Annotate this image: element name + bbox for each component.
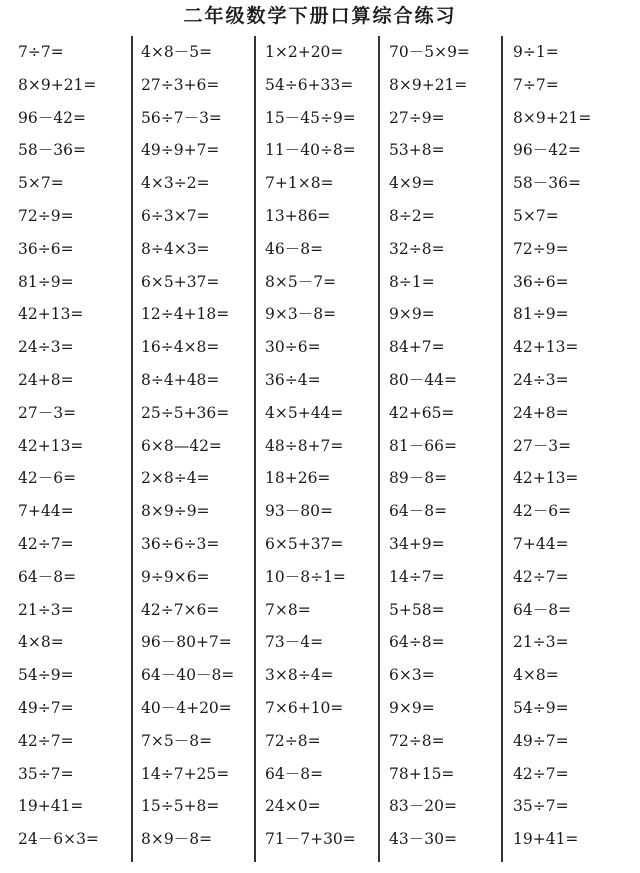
arithmetic-problem: 27÷3+6= <box>141 75 220 94</box>
problem-column-3 <box>265 36 389 862</box>
arithmetic-problem: 19+41= <box>18 797 84 816</box>
problem-grid <box>0 36 640 862</box>
arithmetic-problem: 64－8= <box>265 764 324 783</box>
arithmetic-problem: 42+13= <box>513 338 579 357</box>
arithmetic-problem: 8÷1= <box>389 272 435 291</box>
arithmetic-problem: 54÷9= <box>18 666 74 685</box>
arithmetic-problem: 25÷5+36= <box>141 403 230 422</box>
arithmetic-problem: 8÷4×3= <box>141 239 210 258</box>
arithmetic-problem: 7×6+10= <box>265 698 344 717</box>
arithmetic-problem: 11－40÷8= <box>265 141 356 160</box>
arithmetic-problem: 14÷7= <box>389 567 445 586</box>
arithmetic-problem: 64÷8= <box>389 633 445 652</box>
arithmetic-problem: 6×8—42= <box>141 436 222 455</box>
arithmetic-problem: 96－80+7= <box>141 633 232 652</box>
arithmetic-problem: 93－80= <box>265 502 333 521</box>
arithmetic-problem: 24×0= <box>265 797 321 816</box>
arithmetic-problem: 7+1×8= <box>265 174 334 193</box>
arithmetic-problem: 5×7= <box>513 206 559 225</box>
arithmetic-problem: 6×3= <box>389 666 435 685</box>
arithmetic-problem: 96－42= <box>18 108 86 127</box>
arithmetic-problem: 4×5+44= <box>265 403 344 422</box>
arithmetic-problem: 46－8= <box>265 239 324 258</box>
arithmetic-problem: 72÷8= <box>389 731 445 750</box>
arithmetic-problem: 42+65= <box>389 403 455 422</box>
arithmetic-problem: 54÷9= <box>513 698 569 717</box>
arithmetic-problem: 7+44= <box>18 502 74 521</box>
arithmetic-problem: 9÷1= <box>513 43 559 61</box>
arithmetic-problem: 8×9+21= <box>389 75 468 94</box>
arithmetic-problem: 78+15= <box>389 764 455 783</box>
arithmetic-problem: 8×5－7= <box>265 272 337 291</box>
arithmetic-problem: 49÷7= <box>513 731 569 750</box>
arithmetic-problem: 8×9+21= <box>18 75 97 94</box>
arithmetic-problem: 3×8÷4= <box>265 666 334 685</box>
arithmetic-problem: 42÷7= <box>18 534 74 553</box>
arithmetic-problem: 6×5+37= <box>265 534 344 553</box>
arithmetic-problem: 15－45÷9= <box>265 108 356 127</box>
arithmetic-problem: 4×8－5= <box>141 43 213 61</box>
arithmetic-problem: 64－40－8= <box>141 666 235 685</box>
arithmetic-problem: 30÷6= <box>265 338 321 357</box>
arithmetic-problem: 42÷7×6= <box>141 600 220 619</box>
arithmetic-problem: 42－6= <box>18 469 77 488</box>
arithmetic-problem: 24+8= <box>513 403 569 422</box>
arithmetic-problem: 70－5×9= <box>389 43 470 61</box>
arithmetic-problem: 72÷8= <box>265 731 321 750</box>
arithmetic-problem: 5+58= <box>389 600 445 619</box>
arithmetic-problem: 18+26= <box>265 469 331 488</box>
arithmetic-problem: 9×9= <box>389 305 435 324</box>
arithmetic-problem: 36÷6= <box>18 239 74 258</box>
arithmetic-problem: 14÷7+25= <box>141 764 230 783</box>
arithmetic-problem: 81÷9= <box>18 272 74 291</box>
arithmetic-problem: 9×9= <box>389 698 435 717</box>
arithmetic-problem: 24+8= <box>18 370 74 389</box>
arithmetic-problem: 58－36= <box>513 174 581 193</box>
arithmetic-problem: 5×7= <box>18 174 64 193</box>
arithmetic-problem: 10－8÷1= <box>265 567 346 586</box>
arithmetic-problem: 16÷4×8= <box>141 338 220 357</box>
arithmetic-problem: 80－44= <box>389 370 457 389</box>
arithmetic-problem: 27－3= <box>513 436 572 455</box>
arithmetic-problem: 72÷9= <box>513 239 569 258</box>
arithmetic-problem: 35÷7= <box>18 764 74 783</box>
arithmetic-problem: 35÷7= <box>513 797 569 816</box>
arithmetic-problem: 40－4+20= <box>141 698 232 717</box>
problem-column-4 <box>389 36 513 862</box>
arithmetic-problem: 4×3÷2= <box>141 174 210 193</box>
arithmetic-problem: 58－36= <box>18 141 86 160</box>
arithmetic-problem: 48÷8+7= <box>265 436 344 455</box>
arithmetic-problem: 89－8= <box>389 469 448 488</box>
arithmetic-problem: 42－6= <box>513 502 572 521</box>
worksheet-title: 二年级数学下册口算综合练习 <box>183 5 457 27</box>
arithmetic-problem: 42+13= <box>18 305 84 324</box>
arithmetic-problem: 8×9－8= <box>141 830 213 849</box>
arithmetic-problem: 8×9+21= <box>513 108 592 127</box>
arithmetic-problem: 7×8= <box>265 600 311 619</box>
arithmetic-problem: 49÷9+7= <box>141 141 220 160</box>
arithmetic-problem: 56÷7－3= <box>141 108 222 127</box>
arithmetic-problem: 4×9= <box>389 174 435 193</box>
arithmetic-problem: 72÷9= <box>18 206 74 225</box>
arithmetic-problem: 36÷4= <box>265 370 321 389</box>
arithmetic-problem: 27－3= <box>18 403 77 422</box>
arithmetic-problem: 27÷9= <box>389 108 445 127</box>
arithmetic-problem: 7÷7= <box>513 75 559 94</box>
arithmetic-problem: 24÷3= <box>513 370 569 389</box>
arithmetic-problem: 15÷5+8= <box>141 797 220 816</box>
arithmetic-problem: 21÷3= <box>513 633 569 652</box>
arithmetic-problem: 42÷7= <box>513 764 569 783</box>
arithmetic-problem: 8×9÷9= <box>141 502 210 521</box>
arithmetic-problem: 42÷7= <box>513 567 569 586</box>
arithmetic-problem: 6÷3×7= <box>141 206 210 225</box>
arithmetic-problem: 9×3－8= <box>265 305 337 324</box>
arithmetic-problem: 71－7+30= <box>265 830 356 849</box>
problem-column-5 <box>513 36 637 862</box>
arithmetic-problem: 73－4= <box>265 633 324 652</box>
arithmetic-problem: 4×8= <box>18 633 64 652</box>
problem-column-1 <box>18 36 142 862</box>
arithmetic-problem: 12÷4+18= <box>141 305 230 324</box>
arithmetic-problem: 7×5－8= <box>141 731 213 750</box>
arithmetic-problem: 36÷6= <box>513 272 569 291</box>
arithmetic-problem: 49÷7= <box>18 698 74 717</box>
arithmetic-problem: 6×5+37= <box>141 272 220 291</box>
arithmetic-problem: 19+41= <box>513 830 579 849</box>
arithmetic-problem: 42+13= <box>18 436 84 455</box>
arithmetic-problem: 21÷3= <box>18 600 74 619</box>
arithmetic-problem: 64－8= <box>18 567 77 586</box>
arithmetic-problem: 7÷7= <box>18 43 64 61</box>
arithmetic-problem: 84+7= <box>389 338 445 357</box>
arithmetic-problem: 1×2+20= <box>265 43 344 61</box>
arithmetic-problem: 42+13= <box>513 469 579 488</box>
arithmetic-problem: 24÷3= <box>18 338 74 357</box>
arithmetic-problem: 54÷6+33= <box>265 75 354 94</box>
arithmetic-problem: 32÷8= <box>389 239 445 258</box>
arithmetic-problem: 64－8= <box>389 502 448 521</box>
arithmetic-problem: 53+8= <box>389 141 445 160</box>
arithmetic-problem: 9÷9×6= <box>141 567 210 586</box>
arithmetic-problem: 34+9= <box>389 534 445 553</box>
arithmetic-problem: 7+44= <box>513 534 569 553</box>
arithmetic-problem: 43－30= <box>389 830 457 849</box>
arithmetic-problem: 4×8= <box>513 666 559 685</box>
arithmetic-problem: 81÷9= <box>513 305 569 324</box>
problem-column-2 <box>141 36 265 862</box>
arithmetic-problem: 24－6×3= <box>18 830 99 849</box>
arithmetic-problem: 8÷4+48= <box>141 370 220 389</box>
arithmetic-problem: 2×8÷4= <box>141 469 210 488</box>
arithmetic-problem: 42÷7= <box>18 731 74 750</box>
arithmetic-problem: 8÷2= <box>389 206 435 225</box>
arithmetic-problem: 96－42= <box>513 141 581 160</box>
arithmetic-problem: 36÷6÷3= <box>141 534 220 553</box>
arithmetic-problem: 64－8= <box>513 600 572 619</box>
arithmetic-problem: 83－20= <box>389 797 457 816</box>
arithmetic-problem: 81－66= <box>389 436 457 455</box>
arithmetic-problem: 13+86= <box>265 206 331 225</box>
